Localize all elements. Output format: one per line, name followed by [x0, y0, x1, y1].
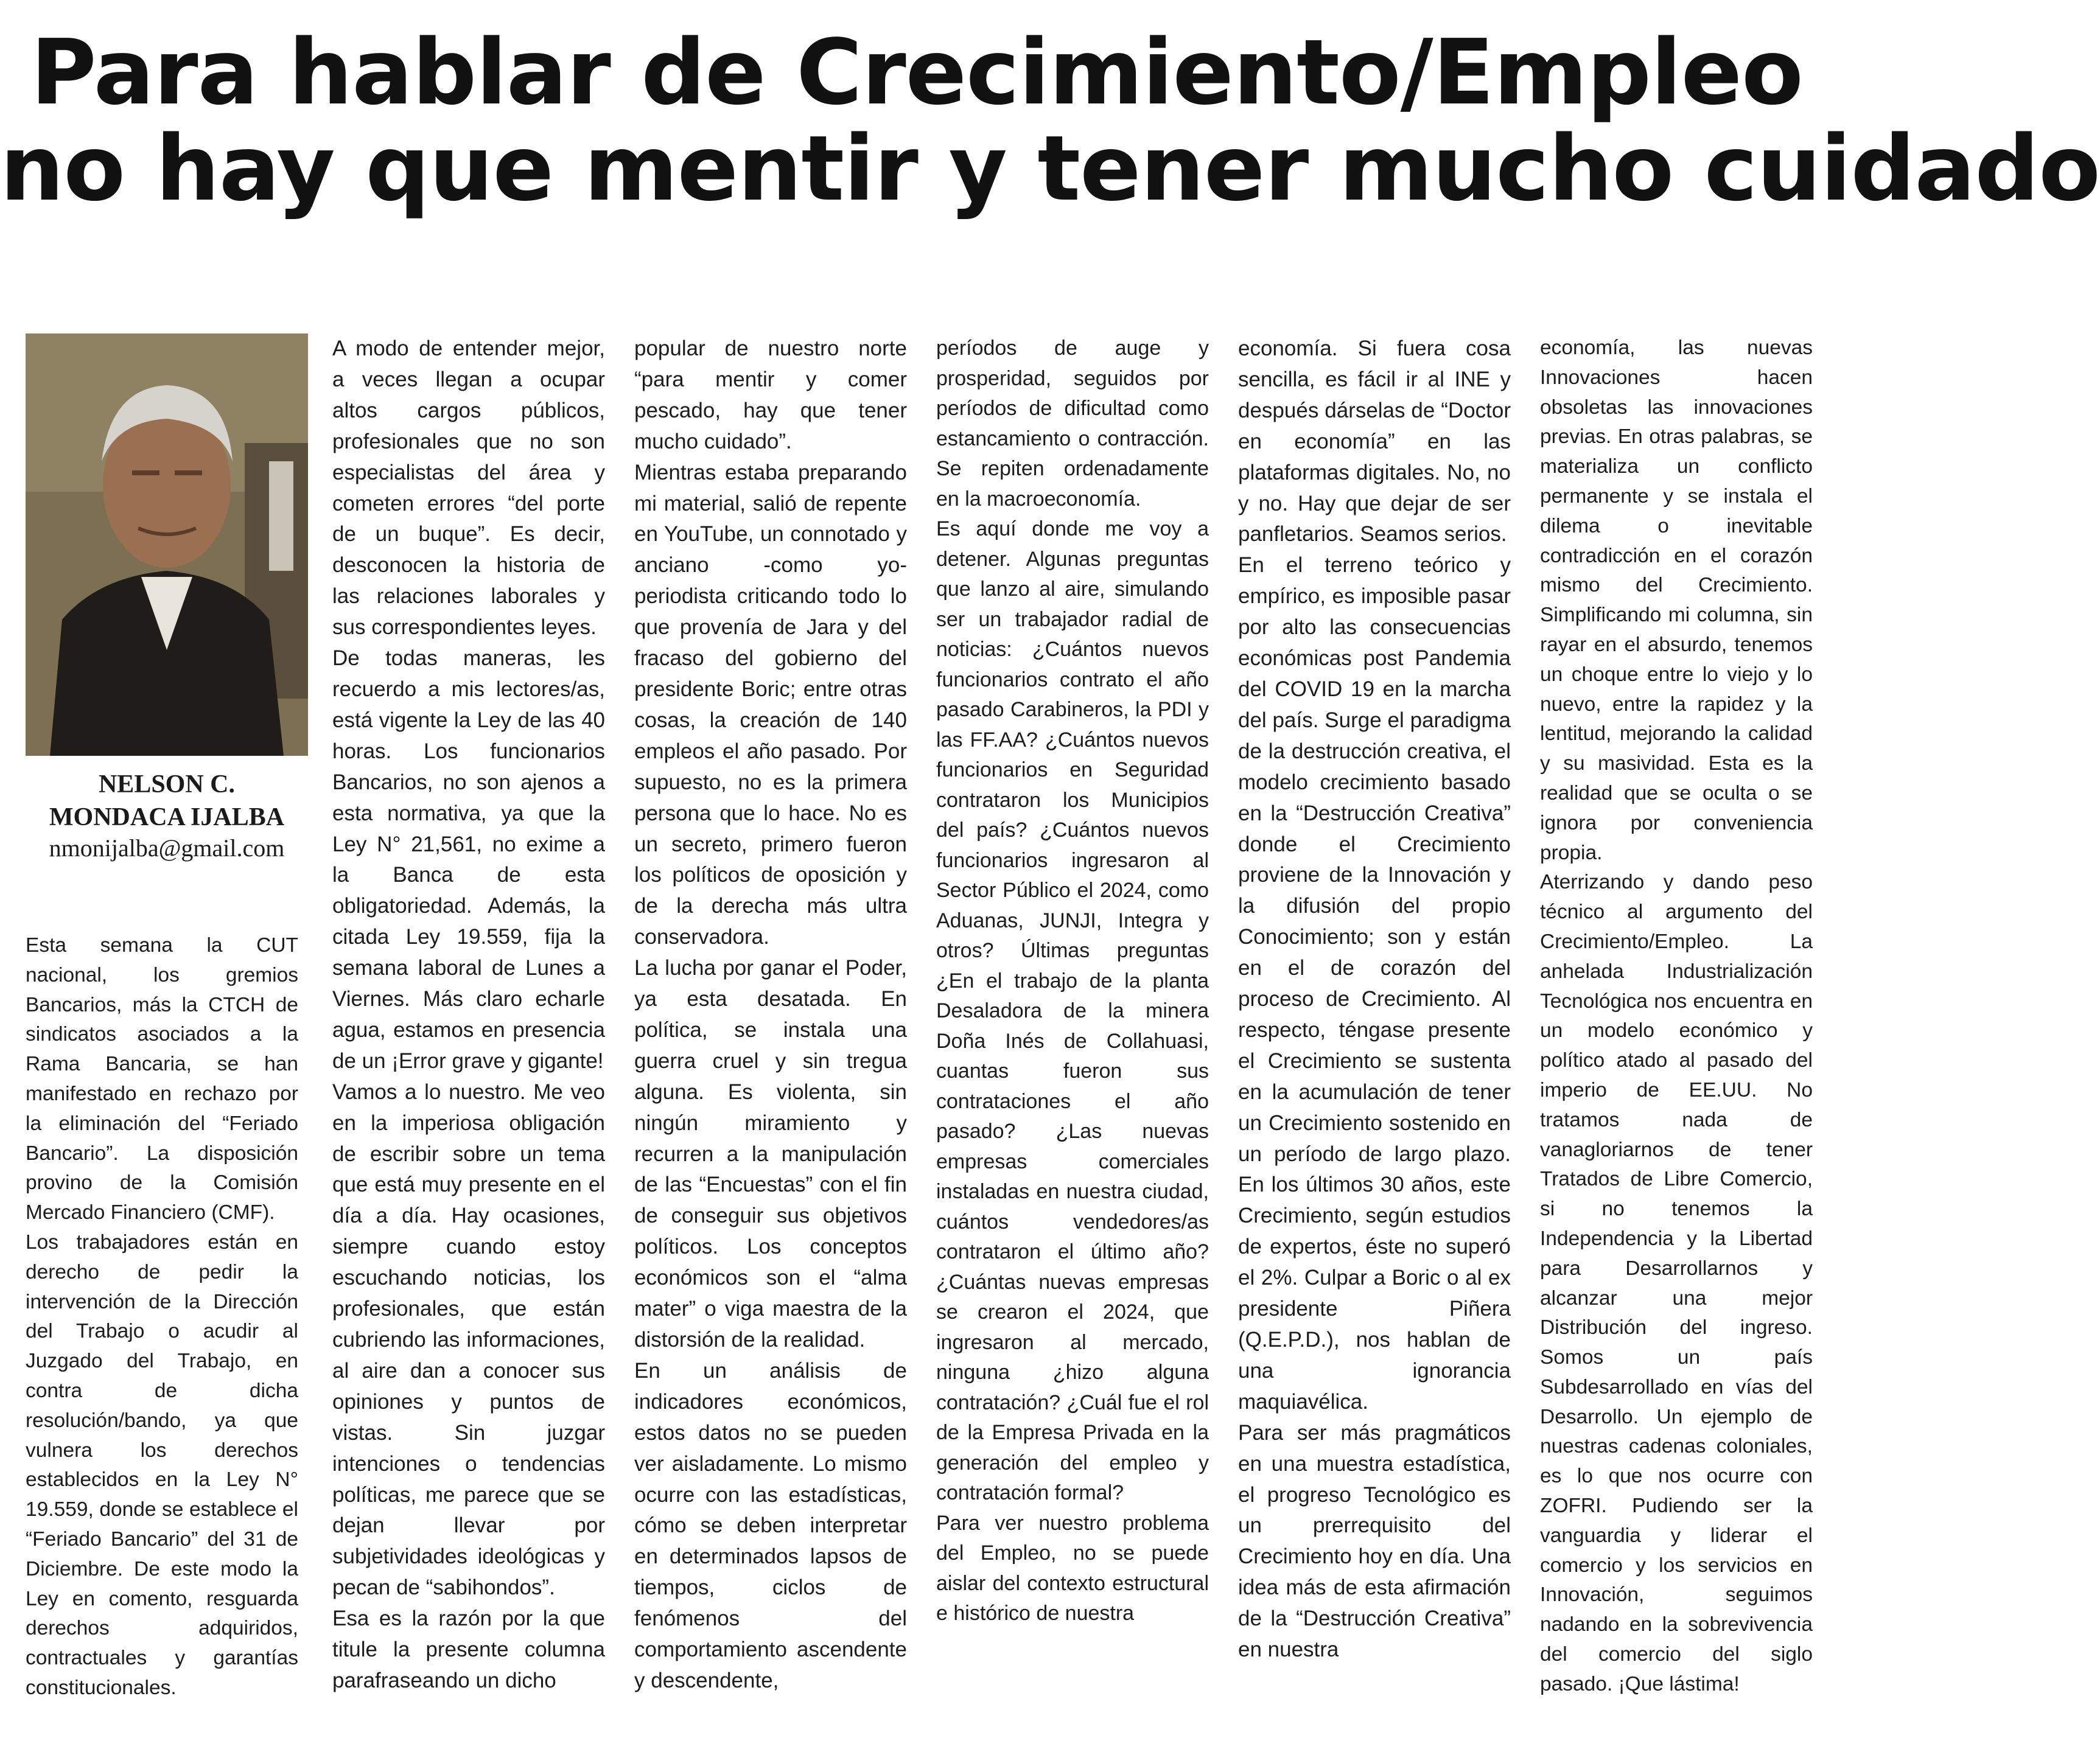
paragraph: Para ver nuestro problema del Empleo, no se puede aislar del contexto estructural e histórico de nuestra: [936, 1511, 1209, 1625]
article-column-5: [1238, 333, 1511, 1709]
article-column-4: [936, 333, 1209, 1709]
author-email: nmonijalba@gmail.com: [49, 834, 285, 862]
paragraph: economía, las nuevas Innovaciones hacen obsoletas las innovaciones previas. En otras palabras, se materializa un conflicto permanente y se instala el dilema o inevitable contradicción en el corazón mismo del Crecimiento. Simplificando mi columna, sin rayar en el absurdo, tenemos un choque entre lo viejo y lo nuevo, entre la rapidez y la lentitud, mejorando la calidad y su masividad. Esta es la realidad que se oculta o se ignora por conveniencia propia.: [1540, 337, 1813, 864]
author-name-line-2: MONDACA IJALBA: [49, 803, 285, 831]
paragraph: Mientras estaba preparando mi material, salió de repente en YouTube, un connotado y anciano -como yo- periodista criticando todo lo que provenía de Jara y del fracaso del gobierno del presidente Boric; entre otras cosas, la creación de 140 empleos el año pasado. Por supuesto, no es la primera persona que lo hace. No es un secreto, primero fueron los políticos de oposición y de la derecha más ultra conservadora.: [634, 460, 907, 949]
article-column-3: [634, 333, 907, 1709]
paragraph: Esa es la razón por la que titule la presente columna parafraseando un dicho: [332, 1607, 605, 1692]
paragraph: A modo de entender mejor, a veces llegan a ocupar altos cargos públicos, profesionales que no son especialistas del área y cometen errores “del porte de un buque”. Es decir, desconocen la historia de las relaciones laborales y sus correspondientes leyes.: [332, 337, 605, 640]
paragraph: La lucha por ganar el Poder, ya esta desatada. En política, se instala una guerra cruel y sin tregua alguna. Es violenta, sin ningún miramiento y recurren a la manipulación de las “Encuestas” con el fin de conseguir sus objetivos políticos. Los conceptos económicos son el “alma mater” o viga maestra de la distorsión de la realidad.: [634, 956, 907, 1352]
paragraph: En un análisis de indicadores económicos, estos datos no se pueden ver aisladamente. Lo mismo ocurre con las estadísticas, cómo se deben interpretar en determinados lapsos de tiempos, ciclos de fenómenos del comportamiento ascendente y descendente,: [634, 1358, 907, 1692]
paragraph: Es aquí donde me voy a detener. Algunas preguntas que lanzo al aire, simulando ser un trabajador radial de noticias: ¿Cuántos nuevos funcionarios contrato el año pasado Carabineros, la PDI y las FF.AA? ¿Cuántos nuevos funcionarios en Seguridad contrataron los Municipios del país? ¿Cuántos nuevos funcionarios ingresaron al Sector Público el 2024, como Aduanas, JUNJI, Integra y otros? Últimas preguntas ¿En el trabajo de la planta Desaladora de la minera Doña Inés de Collahuasi, cuantas fueron sus contrataciones el año pasado? ¿Las nuevas empresas comerciales instaladas en nuestra ciudad, cuántos vendedores/as contrataron el último año? ¿Cuántas nuevas empresas se crearon el 2024, que ingresaron al mercado, ninguna ¿hizo alguna contratación? ¿Cuál fue el rol de la Empresa Privada en la generación del empleo y contratación formal?: [936, 517, 1209, 1504]
author-photo: [26, 333, 308, 756]
paragraph: popular de nuestro norte “para mentir y comer pescado, hay que tener mucho cuidado”.: [634, 337, 907, 453]
author-byline: [26, 768, 308, 863]
paragraph: Los trabajadores están en derecho de pedir la intervención de la Dirección del Trabajo o acudir al Juzgado del Trabajo, en contra de dicha resolución/bando, ya que vulnera los derechos establecidos en la Ley N° 19.559, donde se establece el “Feriado Bancario” del 31 de Diciembre. De este modo la Ley en comento, resguarda derechos adquiridos, contractuales y garantías constitucionales.: [26, 1230, 298, 1699]
article-column-6: [1540, 333, 1813, 1709]
paragraph: períodos de auge y prosperidad, seguidos por períodos de dificultad como estancamiento o contracción. Se repiten ordenadamente en la macroeconomía.: [936, 337, 1209, 511]
paragraph: Para ser más pragmáticos en una muestra estadística, el progreso Tecnológico es un prerrequisito del Crecimiento hoy en día. Una idea más de esta afirmación de la “Destrucción Creativa” en nuestra: [1238, 1420, 1511, 1662]
paragraph: Vamos a lo nuestro. Me veo en la imperiosa obligación de escribir sobre un tema que está muy presente en el día a día. Hay ocasiones, siempre cuando estoy escuchando noticias, los profesionales, que están cubriendo las informaciones, al aire dan a conocer sus opiniones y puntos de vistas. Sin juzgar intenciones o tendencias políticas, me parece que se dejan llevar por subjetividades ideológicas y pecan de “sabihondos”.: [332, 1080, 605, 1600]
headline-line-1: Para hablar de Crecimiento/Empleo: [30, 20, 1803, 125]
paragraph: En el terreno teórico y empírico, es imposible pasar por alto las consecuencias económicas post Pandemia del COVID 19 en la marcha del país. Surge el paradigma de la destrucción creativa, el modelo crecimiento basado en la “Destrucción Creativa” donde el Crecimiento proviene de la Innovación y la difusión del propio Conocimiento; son y están en el de corazón del proceso de Crecimiento. Al respecto, téngase presente el Crecimiento se sustenta en la acumulación de tener un Crecimiento sostenido en un período de largo plazo. En los últimos 30 años, este Crecimiento, según estudios de expertos, éste no superó el 2%. Culpar a Boric o al ex presidente Piñera (Q.E.P.D.), nos hablan de una ignorancia maquiavélica.: [1238, 553, 1511, 1414]
headline-line-2: no hay que mentir y tener mucho cuidado: [0, 116, 2100, 221]
author-portrait-image: [26, 333, 308, 756]
paragraph: Aterrizando y dando peso técnico al argumento del Crecimiento/Empleo. La anhelada Industrialización Tecnológica nos encuentra en un modelo económico y político atado al pasado del imperio de EE.UU. No tratamos nada de vanagloriarnos de tener Tratados de Libre Comercio, si no tenemos la Independencia y la Libertad para Desarrollarnos y alcanzar una mejor Distribución del ingreso. Somos un país Subdesarrollado en vías del Desarrollo. Un ejemplo de nuestras cadenas coloniales, es lo que nos ocurre con ZOFRI. Pudiendo ser la vanguardia y liderar el comercio y los servicios en Innovación, seguimos nadando en la sobrevivencia del comercio del siglo pasado. ¡Que lástima!: [1540, 871, 1813, 1695]
article-headline: [0, 20, 2100, 221]
article-column-1: [26, 931, 298, 1710]
article-column-2: [332, 333, 605, 1709]
paragraph: De todas maneras, les recuerdo a mis lectores/as, está vigente la Ley de las 40 horas. Los funcionarios Bancarios, no son ajenos a esta normativa, ya que la Ley N° 21,561, no exime a la Banca de esta obligatoriedad. Además, la citada Ley 19.559, fija la semana laboral de Lunes a Viernes. Más claro echarle agua, estamos en presencia de un ¡Error grave y gigante!: [332, 646, 605, 1073]
paragraph: economía. Si fuera cosa sencilla, es fácil ir al INE y después dárselas de “Doctor en economía” en las plataformas digitales. No, no y no. Hay que dejar de ser panfletarios. Seamos serios.: [1238, 337, 1511, 546]
paragraph: Esta semana la CUT nacional, los gremios Bancarios, más la CTCH de sindicatos asociados a la Rama Bancaria, se han manifestado en rechazo por la eliminación del “Feriado Bancario”. La disposición provino de la Comisión Mercado Financiero (CMF).: [26, 934, 298, 1224]
author-name-line-1: NELSON C.: [98, 770, 236, 798]
